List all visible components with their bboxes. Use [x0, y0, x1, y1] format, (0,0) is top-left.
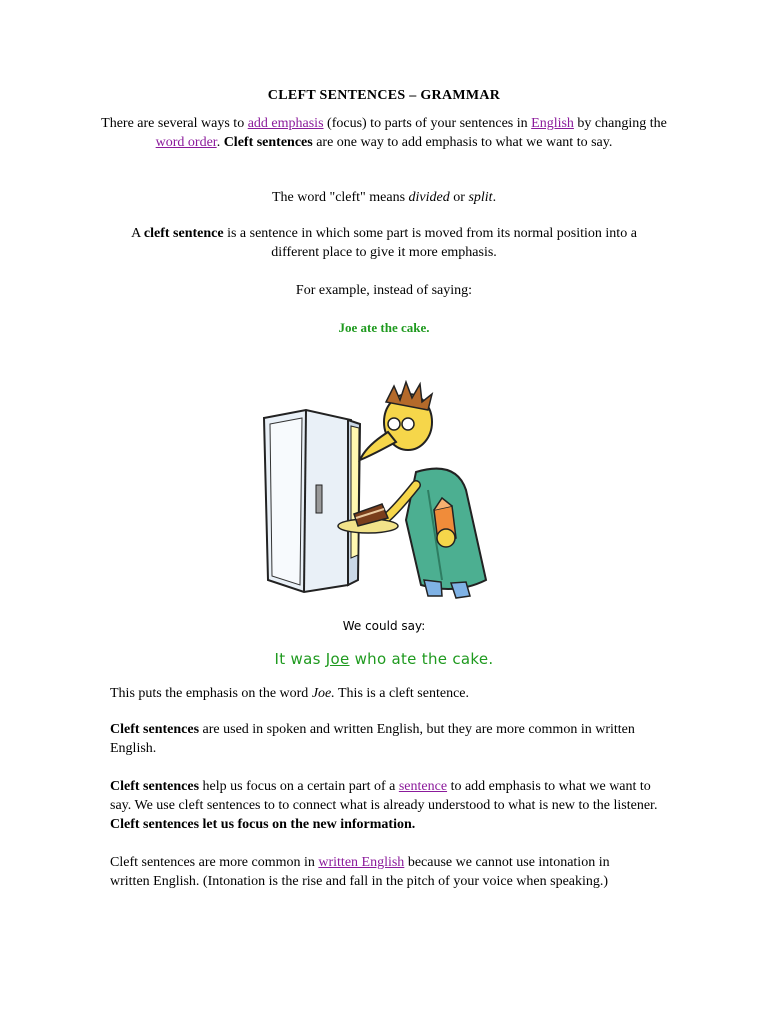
definition-text-2: is a sentence in which some part is moved from its normal position into a different place to give it more emphasis. — [223, 226, 637, 260]
help-bold-1: Cleft sentences — [110, 779, 200, 794]
example-cleft-sentence — [100, 650, 668, 669]
cleft-meaning-text-2: or — [449, 190, 469, 205]
link-add-emphasis[interactable]: add emphasis — [247, 116, 324, 131]
intro-bold-cleft-sentences: Cleft sentences — [223, 135, 313, 150]
definition-bold: cleft sentence — [143, 226, 224, 241]
help-text-2: to add emphasis to what we want to say. We use cleft sentences to to connect what is already understood to what is new to the listener. — [110, 779, 658, 813]
cleft-meaning-paragraph — [100, 188, 668, 207]
help-bold-2: Cleft sentences let us focus on the new information. — [110, 817, 416, 832]
we-could-say: We could say: — [342, 619, 426, 633]
example-intro: For example, instead of saying: — [295, 283, 473, 298]
emphasis-paragraph — [110, 684, 670, 703]
definition-paragraph — [114, 224, 654, 262]
page-title: CLEFT SENTENCES – GRAMMAR — [267, 88, 501, 103]
used-bold: Cleft sentences — [110, 722, 200, 737]
cartoon-illustration — [256, 380, 516, 600]
intro-text-2: (focus) to parts of your sentences in — [323, 116, 532, 131]
common-text-2: because we cannot use intonation in written English. (Intonation is the rise and fall in the pitch of your voice when speaking.) — [110, 855, 610, 889]
cleft-meaning-divided: divided — [408, 190, 450, 205]
common-paragraph — [110, 853, 650, 891]
intro-text-5: are one way to add emphasis to what we want to say. — [312, 135, 613, 150]
link-english[interactable]: English — [531, 116, 574, 131]
cleft-example-text-2: who ate the cake. — [349, 650, 494, 668]
used-text: are used in spoken and written English, but they are more common in written English. — [110, 722, 635, 756]
common-text-1: Cleft sentences are more common in — [110, 855, 319, 870]
emphasis-joe: Joe. — [311, 686, 335, 701]
intro-text-1: There are several ways to — [101, 116, 248, 131]
emphasis-text-2: This is a cleft sentence. — [334, 686, 470, 701]
cleft-example-emphasized: Joe — [325, 650, 350, 668]
link-written-english[interactable]: written English — [318, 855, 405, 870]
help-paragraph — [110, 777, 660, 834]
cleft-meaning-text-3: . — [492, 190, 497, 205]
emphasis-text-1: This puts the emphasis on the word — [110, 686, 312, 701]
example-plain-sentence: Joe ate the cake. — [338, 320, 430, 335]
cleft-meaning-text-1: The word "cleft" means — [271, 190, 409, 205]
link-word-order[interactable]: word order — [155, 135, 217, 150]
cleft-example-text-1: It was — [274, 650, 326, 668]
link-sentence[interactable]: sentence — [398, 779, 448, 794]
intro-paragraph — [100, 114, 668, 152]
help-text-1: help us focus on a certain part of a — [199, 779, 399, 794]
used-paragraph — [110, 720, 655, 758]
definition-text-1: A — [131, 226, 144, 241]
intro-text-4: . — [216, 135, 224, 150]
intro-text-3: by changing the — [573, 116, 667, 131]
cleft-meaning-split: split — [468, 190, 493, 205]
